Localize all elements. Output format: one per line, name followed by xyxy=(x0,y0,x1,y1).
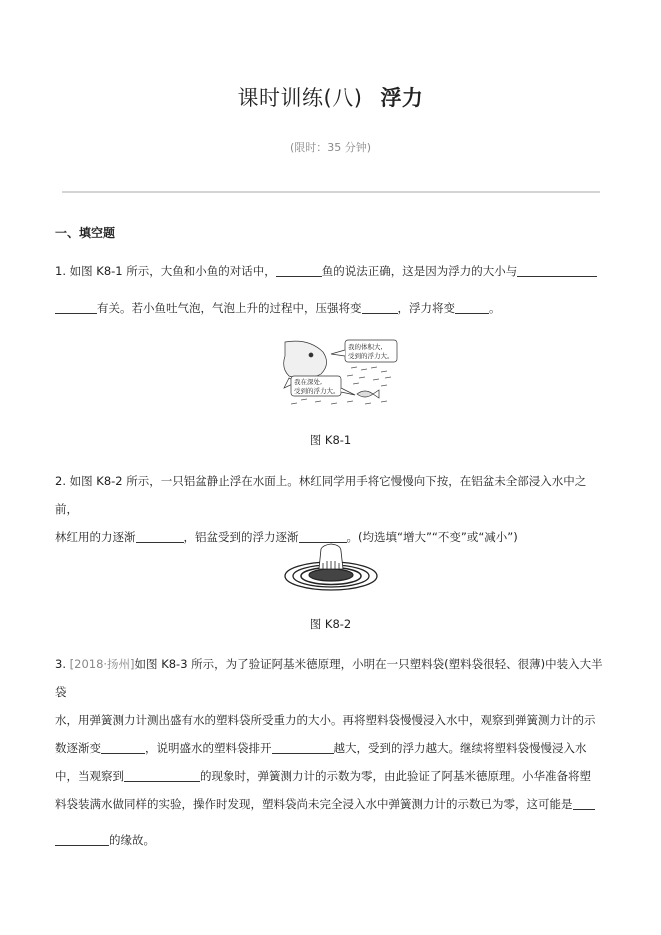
q1-line-2: 有关。若小鱼吐气泡，气泡上升的过程中，压强将变 ，浮力将变 。 xyxy=(55,294,607,322)
svg-text:受到的浮力大。: 受到的浮力大。 xyxy=(294,387,340,395)
q2-line-1: 2. 如图 K8-2 所示，一只铝盆静止浮在水面上。林红同学用手将它慢慢向下按，在铝盆未全部浸入水中之前， xyxy=(55,474,587,516)
q3-line-6: 的缘故。 xyxy=(55,826,607,854)
question-3 xyxy=(55,650,607,854)
q3-line-4: 中，当观察到 的现象时，弹簧测力计的示数为零，由此验证了阿基米德原理。小华准备将塑 xyxy=(55,769,591,783)
blank[interactable] xyxy=(573,795,595,810)
figure-caption: 图 K8-1 xyxy=(309,433,352,447)
q1-line-1: 1. 如图 K8-1 所示，大鱼和小鱼的对话中， 鱼的说法正确，这是因为浮力的大小与 xyxy=(55,257,607,285)
fish-dialogue-figure xyxy=(281,338,401,410)
blank[interactable] xyxy=(55,831,109,846)
blank[interactable] xyxy=(124,767,200,782)
big-fish-icon xyxy=(284,341,327,378)
blank[interactable] xyxy=(136,528,184,543)
figure-caption: 图 K8-2 xyxy=(309,617,352,631)
blank[interactable] xyxy=(101,739,145,754)
blank[interactable] xyxy=(276,262,322,277)
source-tag: [2018·扬州] xyxy=(69,657,135,671)
q3-line-2: 水，用弹簧测力计测出盛有水的塑料袋所受重力的大小。再将塑料袋慢慢浸入水中，观察到弹簧测力计的示 xyxy=(55,713,596,727)
q3-line-5: 料袋装满水做同样的实验，操作时发现，塑料袋尚未完全浸入水中弹簧测力计的示数已为零，这可能是 xyxy=(55,790,607,818)
svg-text:我的体积大,: 我的体积大, xyxy=(348,343,383,351)
title-topic: 浮力 xyxy=(380,86,424,110)
time-limit: (限时：35 分钟) xyxy=(289,141,372,154)
title-main: 课时训练(八) xyxy=(237,86,363,110)
blank[interactable] xyxy=(55,299,97,314)
page-title xyxy=(0,82,661,112)
q2-line-2: 林红用的力逐渐 ，铝盆受到的浮力逐渐 。(均选填“增大”“不变”或“减小”) xyxy=(55,530,518,544)
svg-text:受到的浮力大。: 受到的浮力大。 xyxy=(348,352,394,360)
blank[interactable] xyxy=(455,299,489,314)
basin-icon xyxy=(309,569,353,581)
small-fish-icon xyxy=(357,391,373,397)
blank[interactable] xyxy=(362,299,398,314)
blank[interactable] xyxy=(299,528,347,543)
blank[interactable] xyxy=(517,262,597,277)
svg-text:我在深处,: 我在深处, xyxy=(294,378,323,386)
blank[interactable] xyxy=(272,739,334,754)
section-heading: 一、填空题 xyxy=(55,226,116,240)
aluminum-basin-figure xyxy=(283,543,379,593)
q3-line-3: 数逐渐变 ，说明盛水的塑料袋排开 越大，受到的浮力越大。继续将塑料袋慢慢浸入水 xyxy=(55,741,587,755)
divider xyxy=(62,191,600,193)
q3-line-1: 3. [2018·扬州]如图 K8-3 所示，为了验证阿基米德原理，小明在一只塑料袋(塑料袋很轻、很薄)中装入大半袋 xyxy=(55,657,603,699)
question-2 xyxy=(55,467,607,551)
question-1 xyxy=(55,257,607,322)
